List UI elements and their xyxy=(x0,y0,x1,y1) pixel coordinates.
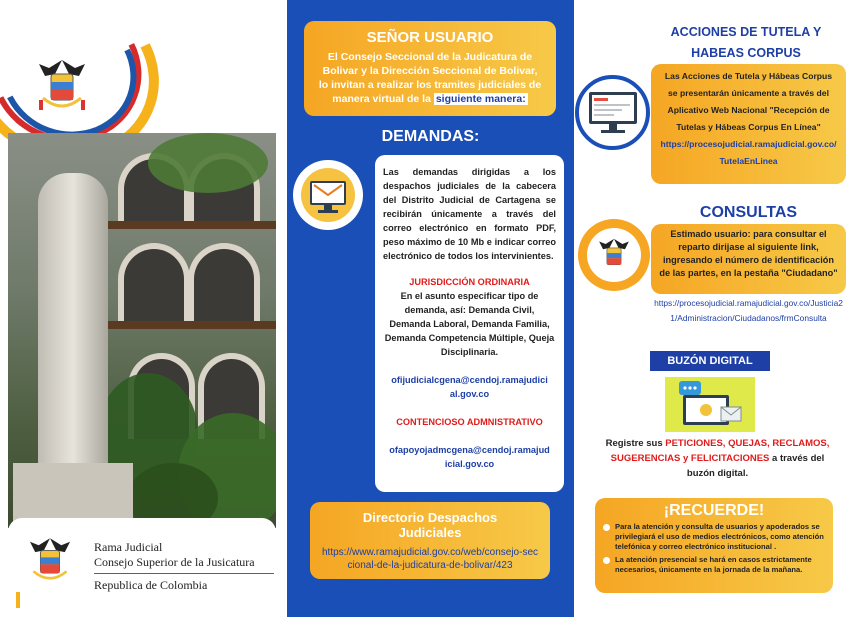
senor-usuario-title: SEÑOR USUARIO xyxy=(366,29,494,46)
demandas-title: DEMANDAS: xyxy=(381,128,480,145)
tutela-link[interactable]: https://procesojudicial.ramajudicial.gov.co/TutelaEnLinea xyxy=(660,139,837,166)
footer-seal-icon xyxy=(20,530,80,590)
contencioso-title: CONTENCIOSO ADMNISTRATIVO xyxy=(396,417,543,427)
coat-of-arms-icon xyxy=(22,45,102,125)
recuerde-item-text: La atención presencial se hará en casos estrictamente necesarios, únicamente en la jornada de la mañana. xyxy=(615,555,812,574)
web-app-monitor-icon xyxy=(575,75,650,150)
tutela-title: ACCIONES DE TUTELA Y HABEAS CORPUS xyxy=(670,25,822,60)
buzon-text xyxy=(605,436,830,481)
org-footer xyxy=(8,518,276,610)
consultas-link[interactable]: https://procesojudicial.ramajudicial.gov.co/Justicia21/Administracion/Ciudadanos/frmConsulta xyxy=(654,298,843,323)
tutela-text: Las Acciones de Tutela y Hábeas Corpus se presentarán únicamente a través del Aplicativo Web Nacional "Recepción de Tutelas y Hábeas Corpus En Línea" xyxy=(664,71,833,132)
demandas-card xyxy=(375,155,564,492)
bullet-icon xyxy=(603,557,610,564)
courtyard-photo xyxy=(8,133,276,528)
buzon-text-pre: Registre sus xyxy=(605,438,663,449)
recuerde-title: ¡RECUERDE! xyxy=(663,502,765,519)
buzon-text-post: a través del buzón digital. xyxy=(686,453,825,479)
org-name-line1: Rama Judicial xyxy=(94,540,163,554)
buzon-title: BUZÓN DIGITAL xyxy=(650,351,770,371)
ordinaria-text: En el asunto especificar tipo de demanda, así: Demanda Civil, Demanda Laboral, Demanda Familia, Demanda Competencia Múltiple, Queja Disciplinaria. xyxy=(384,291,555,357)
org-divider xyxy=(94,573,274,574)
consultas-title: CONSULTAS xyxy=(699,204,798,221)
bullet-icon xyxy=(603,524,610,531)
recuerde-item xyxy=(595,552,833,575)
buzon-highlight: PETICIONES, QUEJAS, RECLAMOS, SUGERENCIAS y FELICITACIONES xyxy=(610,438,830,464)
senor-usuario-highlight: siguiente manera: xyxy=(435,93,526,105)
directorio-card xyxy=(310,502,550,579)
consultas-seal-icon xyxy=(578,219,650,291)
consultas-text: Estimado usuario: para consultar el reparto dirijase al siguiente link, ingresando el número de identificación de las partes, en la pestaña "Ciudadano" xyxy=(659,229,838,278)
senor-usuario-card xyxy=(304,21,556,116)
recuerde-item xyxy=(595,520,833,552)
org-name-line2: Consejo Superior de la Jusicatura xyxy=(94,555,255,569)
org-name-line3: Republica de Colombia xyxy=(94,578,208,592)
consultas-card xyxy=(651,224,846,294)
demandas-intro: Las demandas dirigidas a los despachos judiciales de la cabecera del Distrito Judicial de Cartagena se recibirán únicamente a través del correo electrónico en formato PDF, peso máximo de 10 Mb e indicar correo electrónico de todos los intervinientes. xyxy=(383,167,556,261)
directorio-title: Directorio Despachos Judiciales xyxy=(362,510,498,540)
ordinaria-email-link[interactable]: ofijudicialcgena@cendoj.ramajudicial.gov.co xyxy=(391,375,548,399)
senor-usuario-body: El Consejo Seccional de la Judicatura de Bolivar y la Dirección Seccional de Bolivar, lo invitan a realizar los tramites judiciales de manera virtual de la xyxy=(318,51,542,105)
ordinaria-title: JURISDICCIÓN ORDINARIA xyxy=(409,277,530,287)
buzon-digital-icon xyxy=(665,377,755,432)
recuerde-item-text: Para la atención y consulta de usuarios y apoderados se privilegiará el uso de medios electrónicos, como atención telefónica y correo electrónico institucional . xyxy=(615,522,824,551)
tutela-card xyxy=(651,64,846,184)
contencioso-email-link[interactable]: ofapoyojadmcgena@cendoj.ramajudicial.gov.co xyxy=(389,445,550,469)
recuerde-card xyxy=(595,498,833,593)
directorio-link[interactable]: https://www.ramajudicial.gov.co/web/consejo-seccional-de-la-judicatura-de-bolivar/423 xyxy=(321,547,539,571)
email-monitor-icon xyxy=(293,160,363,230)
